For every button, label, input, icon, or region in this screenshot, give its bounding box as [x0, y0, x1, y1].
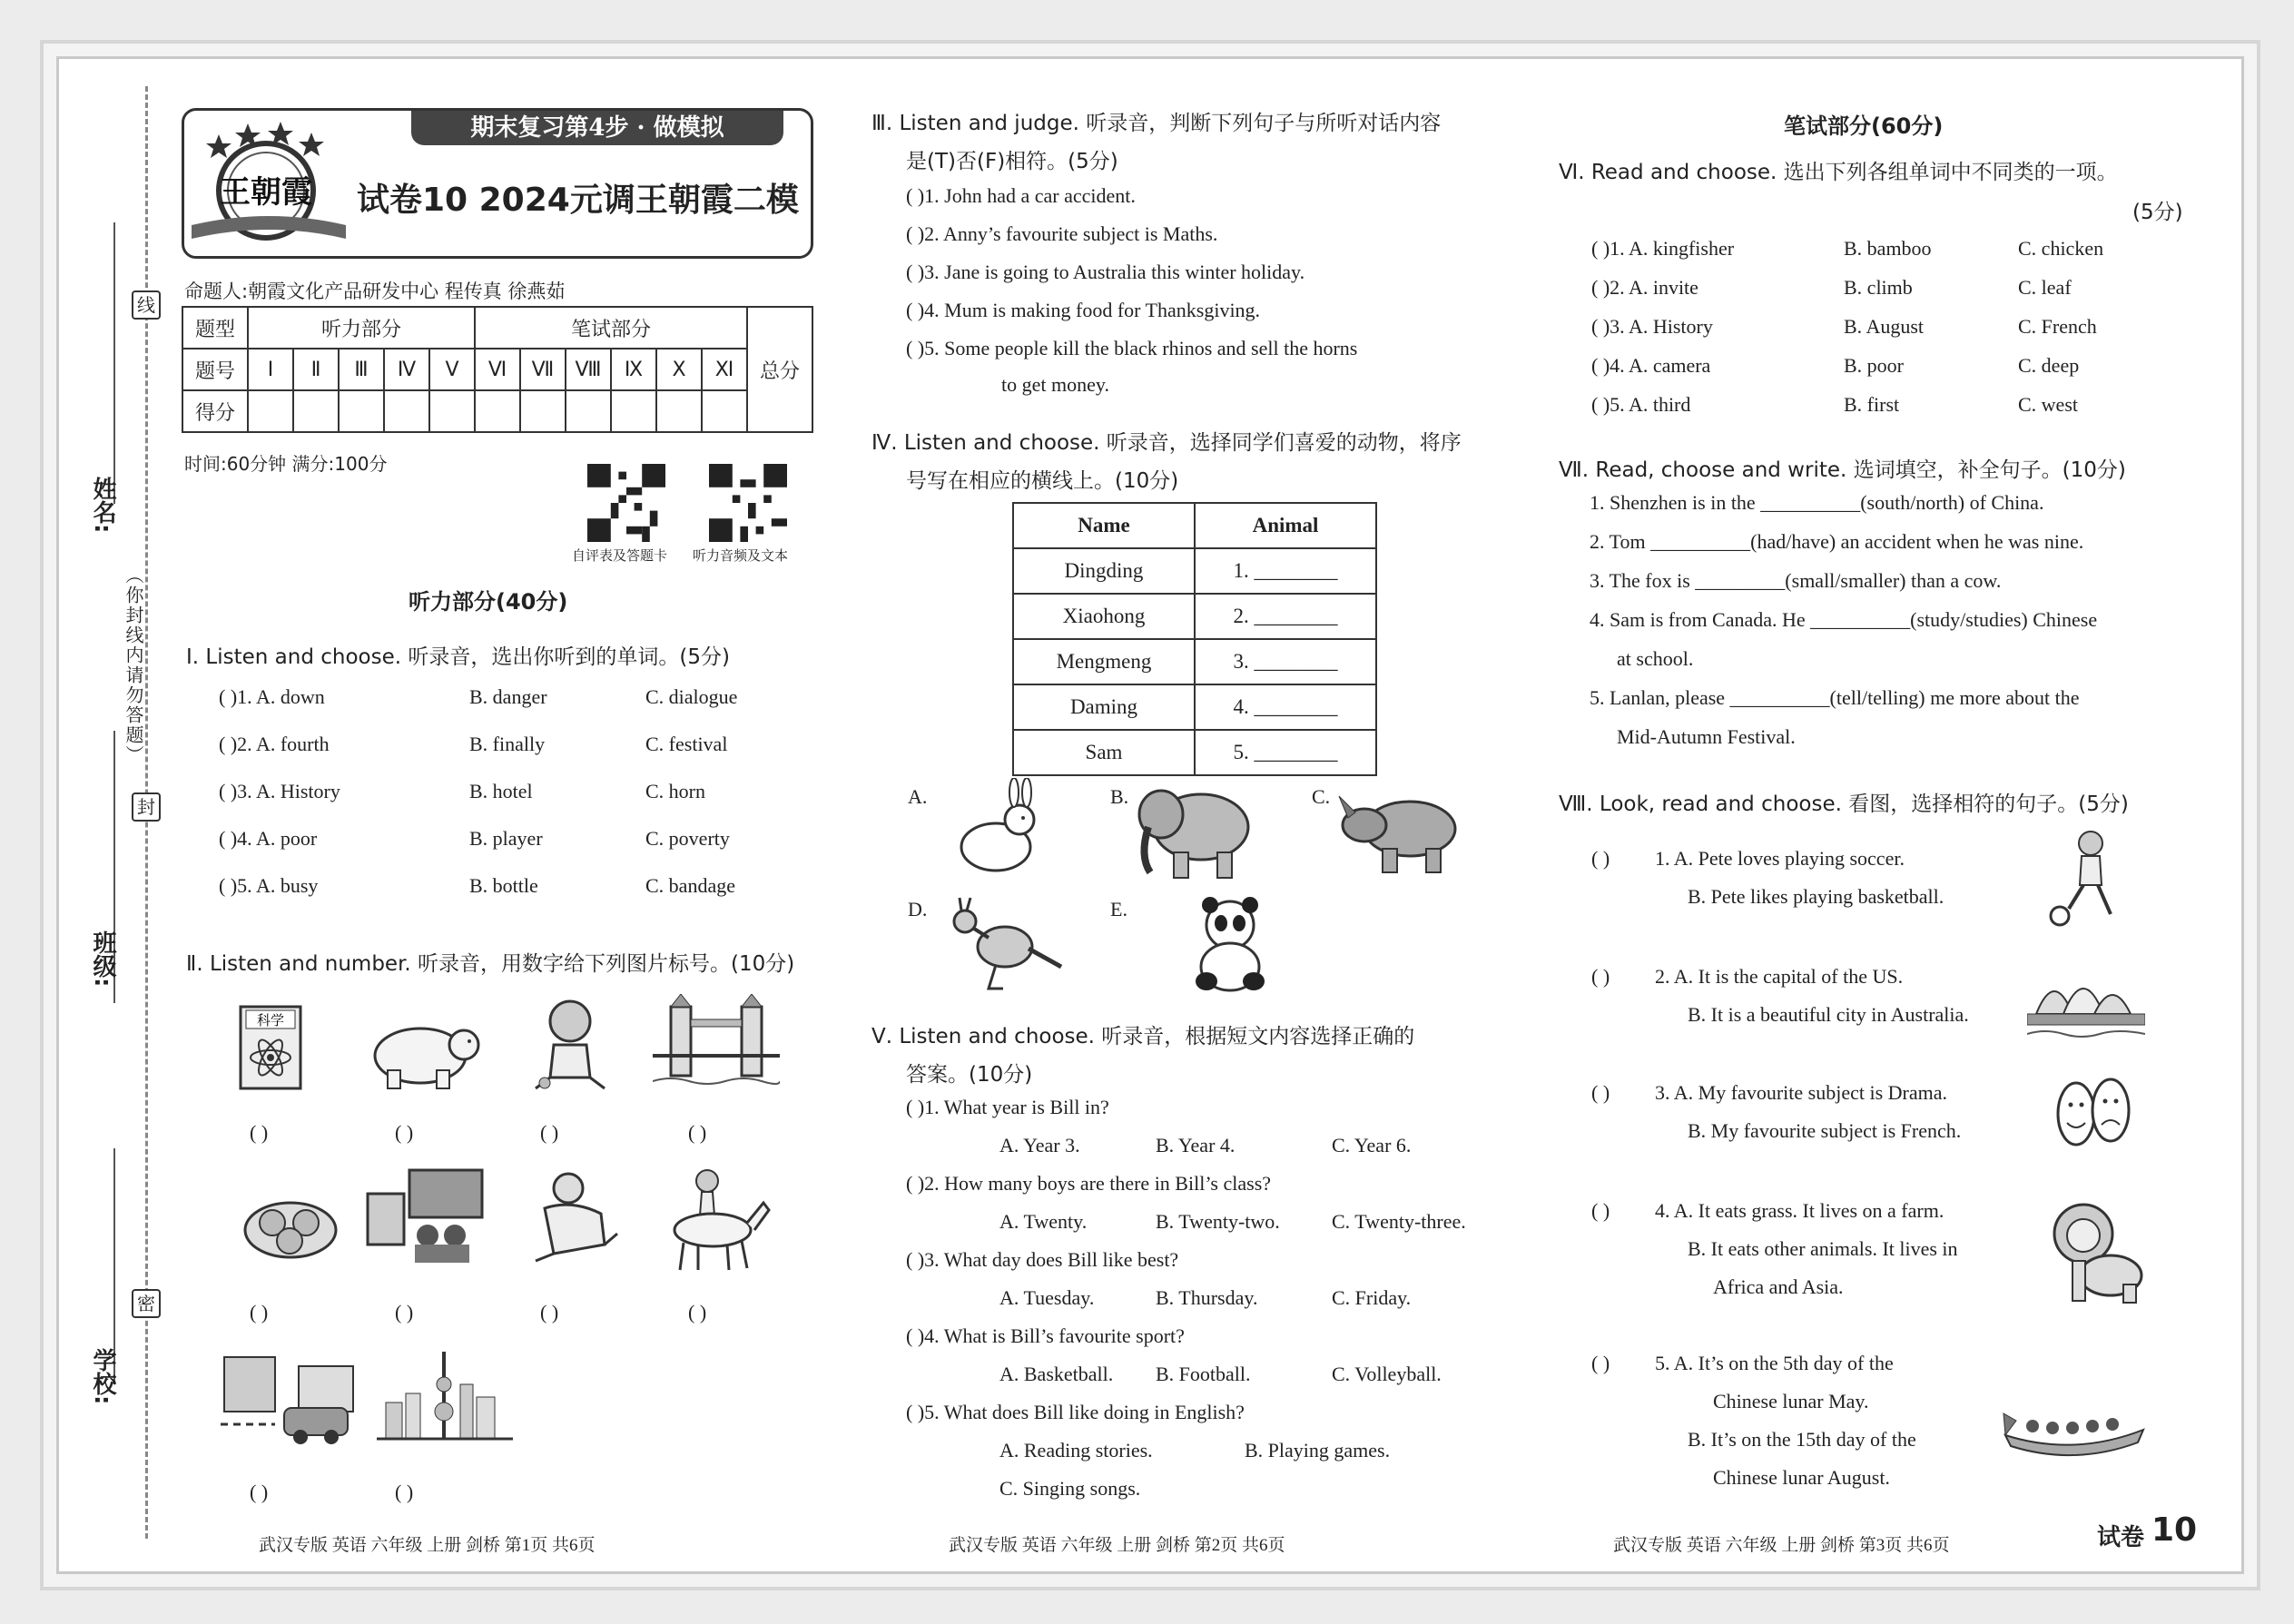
score-numeral: Ⅱ [293, 349, 339, 390]
svg-text:科学: 科学 [256, 1012, 285, 1029]
score-cell[interactable] [384, 390, 429, 432]
time-info: 时间:60分钟 满分:100分 [184, 453, 388, 475]
s4-answer-cell[interactable]: 3. ________ [1195, 639, 1376, 684]
s8-option-b-cont: Africa and Asia. [1713, 1275, 1844, 1298]
name-line [113, 222, 115, 504]
s3-item[interactable]: ( )3. Jane is going to Australia this winter holiday. [906, 261, 1305, 283]
s6-item-b: B. poor [1844, 354, 1904, 377]
s4-label-d: D. [908, 898, 928, 920]
score-numeral: Ⅹ [656, 349, 702, 390]
rabbit-icon [938, 778, 1047, 878]
score-numeral: Ⅲ [339, 349, 384, 390]
s6-item-b: B. August [1844, 315, 1925, 338]
s5-option-a: A. Year 3. [999, 1134, 1080, 1156]
s4-title-line2: 号写在相应的横线上。(10分) [906, 469, 1179, 493]
happy-sad-faces-icon [2053, 1072, 2134, 1154]
s6-item-b: B. bamboo [1844, 237, 1932, 260]
score-cell[interactable] [611, 390, 656, 432]
s6-item-a[interactable]: ( )5. A. third [1591, 393, 1691, 416]
qr1-caption: 自评表及答题卡 [572, 547, 668, 564]
score-row3-label: 得分 [182, 390, 248, 432]
s7-line[interactable]: Mid-Autumn Festival. [1617, 725, 1796, 748]
s2-answer-paren[interactable]: ( ) [250, 1301, 269, 1324]
s5-option-a: A. Tuesday. [999, 1286, 1095, 1309]
score-numeral: Ⅷ [566, 349, 611, 390]
s2-answer-paren[interactable]: ( ) [250, 1481, 269, 1503]
s5-option-a: A. Twenty. [999, 1210, 1088, 1233]
score-total-header: 总分 [747, 307, 812, 432]
s4-col-name: Name [1013, 503, 1195, 548]
score-numeral: Ⅴ [429, 349, 475, 390]
score-cell[interactable] [702, 390, 747, 432]
score-cell[interactable] [566, 390, 611, 432]
boy-playing-soccer-icon [2047, 829, 2129, 929]
boy-riding-horse-icon [656, 1166, 774, 1275]
s8-title: Ⅷ. Look, read and choose. 看图，选择相符的句子。(5分) [1559, 792, 2129, 816]
s2-answer-paren[interactable]: ( ) [395, 1121, 414, 1144]
s2-title: Ⅱ. Listen and number. 听录音，用数字给下列图片标号。(10分) [186, 952, 795, 976]
score-cell[interactable] [339, 390, 384, 432]
s3-item[interactable]: ( )2. Anny’s favourite subject is Maths. [906, 222, 1218, 245]
exam-paper [56, 56, 2244, 1574]
score-row2-label: 题号 [182, 349, 248, 390]
s7-line[interactable]: 4. Sam is from Canada. He __________(study/studies) Chinese [1590, 608, 2098, 631]
score-numeral: Ⅺ [702, 349, 747, 390]
s4-title-line1: Ⅳ. Listen and choose. 听录音，选择同学们喜爱的动物，将序 [871, 431, 1462, 455]
girl-sitting-icon [517, 1166, 626, 1266]
s6-score: (5分) [2132, 201, 2183, 224]
s2-answer-paren[interactable]: ( ) [688, 1121, 707, 1144]
s8-answer-paren[interactable]: ( ) [1591, 1352, 1610, 1374]
s5-option-b: B. Twenty-two. [1156, 1210, 1280, 1233]
name-label: 姓名: [89, 477, 116, 534]
score-numeral: Ⅶ [520, 349, 566, 390]
mooncakes-icon [241, 1185, 340, 1266]
logo-seal-icon [192, 116, 346, 248]
header-banner: 期末复习第4步 · 做模拟 [411, 111, 783, 145]
s5-title-line1: Ⅴ. Listen and choose. 听录音，根据短文内容选择正确的 [871, 1025, 1415, 1048]
footer-page3: 武汉专版 英语 六年级 上册 剑桥 第3页 共6页 [1613, 1536, 1950, 1555]
elephant-icon [1130, 774, 1257, 883]
qr2-caption: 听力音频及文本 [693, 547, 789, 564]
s1-item-c: C. horn [645, 780, 705, 802]
s7-line[interactable]: 5. Lanlan, please __________(tell/telling) me more about the [1590, 686, 2080, 709]
score-cell[interactable] [429, 390, 475, 432]
s4-name-cell: Mengmeng [1013, 639, 1195, 684]
s5-question[interactable]: ( )3. What day does Bill like best? [906, 1248, 1179, 1271]
s5-question[interactable]: ( )1. What year is Bill in? [906, 1096, 1109, 1118]
s5-option-c: C. Friday. [1332, 1286, 1412, 1309]
s4-table-row [1013, 730, 1376, 775]
s1-item-b: B. danger [469, 685, 547, 708]
s6-item-b: B. climb [1844, 276, 1913, 299]
binding-strip [59, 59, 177, 1571]
qr-code-icon[interactable] [587, 464, 665, 542]
s4-table-row [1013, 548, 1376, 594]
s8-option-b: B. Pete likes playing basketball. [1688, 885, 1944, 908]
s3-title-line1: Ⅲ. Listen and judge. 听录音，判断下列句子与所听对话内容 [871, 112, 1442, 135]
s1-item-c: C. poverty [645, 827, 730, 850]
s8-answer-paren[interactable]: ( ) [1591, 1199, 1610, 1222]
s8-option-b: B. It’s on the 15th day of the [1688, 1428, 1916, 1451]
s2-answer-paren[interactable]: ( ) [688, 1301, 707, 1324]
s1-item-c: C. bandage [645, 874, 735, 897]
s6-item-a[interactable]: ( )4. A. camera [1591, 354, 1711, 377]
tower-bridge-icon [653, 994, 780, 1094]
s5-option-b: B. Thursday. [1156, 1286, 1258, 1309]
exam-title: 试卷10 2024元调王朝霞二模 [357, 182, 799, 219]
s5-option-a: A. Basketball. [999, 1363, 1114, 1385]
listening-title: 听力部分(40分) [409, 589, 568, 615]
score-row1-label: 题型 [182, 307, 248, 349]
writing-title: 笔试部分(60分) [1784, 113, 1944, 139]
s5-option-c: C. Twenty-three. [1332, 1210, 1466, 1233]
polar-bear-icon [366, 1012, 484, 1094]
s6-item-a[interactable]: ( )3. A. History [1591, 315, 1713, 338]
s4-col-animal: Animal [1195, 503, 1376, 548]
footer-paper-label: 试卷 [2097, 1524, 2145, 1551]
s4-answer-cell[interactable]: 1. ________ [1195, 548, 1376, 594]
s3-item[interactable]: ( )4. Mum is making food for Thanksgiving. [906, 299, 1261, 321]
footer-paper-number: 10 [2151, 1511, 2198, 1549]
mark-seal: 封 [132, 792, 161, 822]
s1-item-b: B. bottle [469, 874, 538, 897]
s8-option-b: B. It eats other animals. It lives in [1688, 1237, 1958, 1260]
exam-header [182, 108, 813, 259]
authors: 命题人:朝霞文化产品研发中心 程传真 徐燕茹 [184, 281, 566, 302]
svg-text:王朝霞: 王朝霞 [220, 174, 312, 211]
s2-answer-paren[interactable]: ( ) [395, 1481, 414, 1503]
s3-title-line2: 是(T)否(F)相符。(5分) [906, 150, 1118, 173]
s5-question[interactable]: ( )5. What does Bill like doing in English? [906, 1401, 1245, 1423]
s3-item[interactable]: ( )5. Some people kill the black rhinos and sell the horns [906, 337, 1358, 359]
boy-eating-icon [517, 994, 617, 1094]
s1-item-a[interactable]: ( )4. A. poor [219, 827, 318, 850]
s6-item-c: C. deep [2018, 354, 2080, 377]
s6-item-a[interactable]: ( )2. A. invite [1591, 276, 1698, 299]
school-label: 学校: [89, 1348, 116, 1405]
s4-name-cell: Sam [1013, 730, 1195, 775]
s5-option-b: B. Playing games. [1245, 1439, 1391, 1462]
s7-line[interactable]: at school. [1617, 647, 1694, 670]
qr-code-icon[interactable] [709, 464, 787, 542]
s6-item-c: C. chicken [2018, 237, 2104, 260]
s8-option-a: 1. A. Pete loves playing soccer. [1655, 847, 1905, 870]
lion-icon [2045, 1197, 2145, 1306]
s4-table-row [1013, 594, 1376, 639]
s2-answer-paren[interactable]: ( ) [395, 1301, 414, 1324]
s1-item-c: C. festival [645, 733, 728, 755]
s8-answer-paren[interactable]: ( ) [1591, 965, 1610, 988]
s8-option-a: 5. A. It’s on the 5th day of the [1655, 1352, 1894, 1374]
s8-answer-paren[interactable]: ( ) [1591, 1081, 1610, 1104]
score-cell[interactable] [520, 390, 566, 432]
s1-item-b: B. finally [469, 733, 546, 755]
s4-label-a: A. [908, 785, 928, 808]
s1-item-a[interactable]: ( )5. A. busy [219, 874, 319, 897]
s1-item-c: C. dialogue [645, 685, 738, 708]
s5-option-c: C. Year 6. [1332, 1134, 1412, 1156]
rhino-icon [1337, 778, 1464, 878]
mark-dense: 密 [132, 1289, 161, 1318]
s1-item-a[interactable]: ( )1. A. down [219, 685, 325, 708]
mark-line: 线 [132, 290, 161, 320]
score-numeral: Ⅵ [475, 349, 520, 390]
score-writing-header: 笔试部分 [475, 307, 747, 349]
science-book-icon [235, 1003, 308, 1094]
s5-option-b: B. Football. [1156, 1363, 1251, 1385]
s5-question[interactable]: ( )4. What is Bill’s favourite sport? [906, 1324, 1185, 1347]
s8-answer-paren[interactable]: ( ) [1591, 847, 1610, 870]
s2-answer-paren[interactable]: ( ) [540, 1301, 559, 1324]
s5-option-a: A. Reading stories. [999, 1439, 1153, 1462]
s7-line[interactable]: 1. Shenzhen is in the __________(south/north) of China. [1590, 491, 2044, 514]
s4-table [1012, 502, 1377, 776]
s2-answer-paren[interactable]: ( ) [540, 1121, 559, 1144]
s4-name-cell: Xiaohong [1013, 594, 1195, 639]
s7-line[interactable]: 3. The fox is _________(small/smaller) than a cow. [1590, 569, 2002, 592]
s4-answer-cell[interactable]: 5. ________ [1195, 730, 1376, 775]
s4-label-e: E. [1110, 898, 1127, 920]
city-skyline-icon [377, 1348, 513, 1448]
s7-title: Ⅶ. Read, choose and write. 选词填空，补全句子。(10分) [1559, 458, 2126, 482]
students-watching-screen-icon [364, 1166, 491, 1266]
s1-title: Ⅰ. Listen and choose. 听录音，选出你听到的单词。(5分) [186, 645, 730, 669]
s4-answer-cell[interactable]: 4. ________ [1195, 684, 1376, 730]
kangaroo-icon [938, 894, 1065, 994]
s3-item5-continued: to get money. [1001, 373, 1109, 396]
s1-item-a[interactable]: ( )3. A. History [219, 780, 340, 802]
binding-warning: （你封线内请勿答题） [123, 566, 144, 765]
s4-answer-cell[interactable]: 2. ________ [1195, 594, 1376, 639]
score-table [182, 306, 813, 433]
s8-option-b-cont: Chinese lunar August. [1713, 1466, 1890, 1489]
s4-table-row [1013, 684, 1376, 730]
s6-item-c: C. leaf [2018, 276, 2072, 299]
s1-item-b: B. hotel [469, 780, 533, 802]
class-label: 班级: [89, 930, 116, 988]
score-numeral: Ⅰ [248, 349, 293, 390]
s8-option-a: 2. A. It is the capital of the US. [1655, 965, 1904, 988]
s1-item-a[interactable]: ( )2. A. fourth [219, 733, 330, 755]
s5-question[interactable]: ( )2. How many boys are there in Bill’s class? [906, 1172, 1272, 1195]
s5-option-b: B. Year 4. [1156, 1134, 1236, 1156]
s6-item-b: B. first [1844, 393, 1900, 416]
footer-page2: 武汉专版 英语 六年级 上册 剑桥 第2页 共6页 [949, 1536, 1285, 1555]
s8-option-b: B. It is a beautiful city in Australia. [1688, 1003, 1969, 1026]
street-scene-icon [221, 1348, 357, 1448]
score-cell[interactable] [475, 390, 520, 432]
sydney-opera-house-icon [2027, 960, 2145, 1041]
s6-title: Ⅵ. Read and choose. 选出下列各组单词中不同类的一项。 [1559, 161, 2118, 184]
s6-item-a[interactable]: ( )1. A. kingfisher [1591, 237, 1735, 260]
s4-label-c: C. [1312, 785, 1331, 808]
s4-name-cell: Daming [1013, 684, 1195, 730]
s3-item[interactable]: ( )1. John had a car accident. [906, 184, 1136, 207]
score-cell[interactable] [248, 390, 293, 432]
score-cell[interactable] [656, 390, 702, 432]
s2-answer-paren[interactable]: ( ) [250, 1121, 269, 1144]
s8-option-a: 4. A. It eats grass. It lives on a farm. [1655, 1199, 1944, 1222]
score-numeral: Ⅸ [611, 349, 656, 390]
footer-page1: 武汉专版 英语 六年级 上册 剑桥 第1页 共6页 [259, 1536, 596, 1555]
s4-name-cell: Dingding [1013, 548, 1195, 594]
s5-title-line2: 答案。(10分) [906, 1063, 1033, 1087]
score-listening-header: 听力部分 [248, 307, 475, 349]
s4-label-b: B. [1110, 785, 1129, 808]
s5-option-c: C. Singing songs. [999, 1477, 1141, 1500]
s5-option-c: C. Volleyball. [1332, 1363, 1442, 1385]
s8-option-a: 3. A. My favourite subject is Drama. [1655, 1081, 1947, 1104]
s7-line[interactable]: 2. Tom __________(had/have) an accident when he was nine. [1590, 530, 2084, 553]
score-cell[interactable] [293, 390, 339, 432]
s1-item-b: B. player [469, 827, 543, 850]
score-numeral: Ⅳ [384, 349, 429, 390]
s8-option-b: B. My favourite subject is French. [1688, 1119, 1962, 1142]
panda-icon [1185, 894, 1275, 994]
s6-item-c: C. French [2018, 315, 2097, 338]
dragon-boat-icon [2002, 1393, 2147, 1466]
s8-option-a-cont: Chinese lunar May. [1713, 1390, 1869, 1412]
s4-table-row [1013, 639, 1376, 684]
s6-item-c: C. west [2018, 393, 2078, 416]
